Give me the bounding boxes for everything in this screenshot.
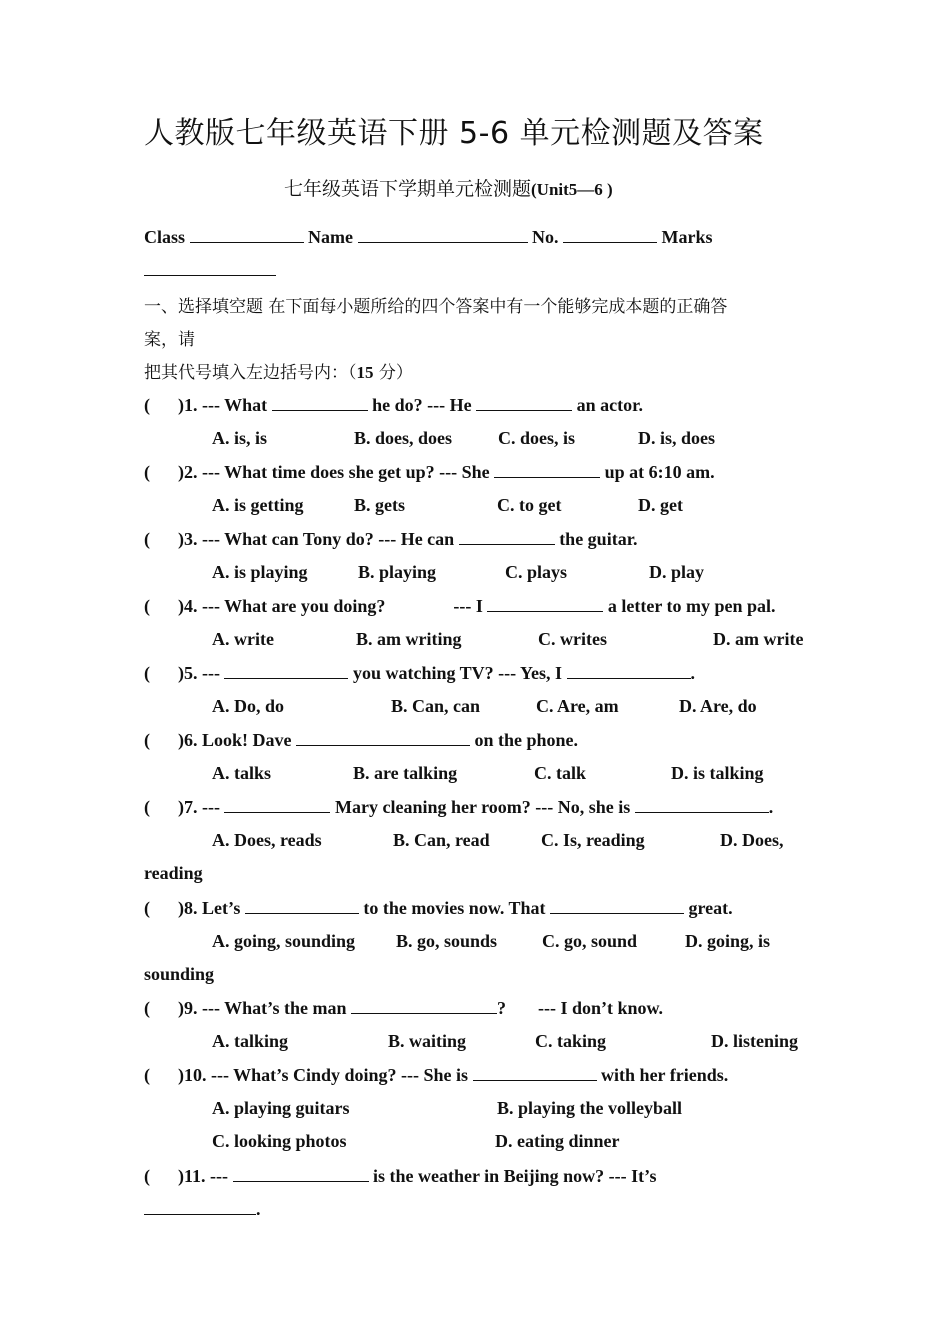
option-b[interactable]: B. Can, can [391,696,481,716]
option-d-wrap: sounding [144,964,215,984]
option-a[interactable]: A. is, is [212,428,268,448]
class-label: Class [144,227,186,247]
option-a[interactable]: A. Does, reads [212,830,322,850]
answer-blank[interactable] [487,595,603,612]
option-a[interactable]: A. going, sounding [212,931,356,951]
question-9: ( )9. --- What’s the man ? --- I don’t know. [144,998,664,1018]
option-d[interactable]: D. play [649,562,705,582]
answer-blank[interactable] [245,897,359,914]
subtitle-unit: (Unit5—6 ) [531,180,613,199]
name-blank[interactable] [358,226,528,243]
option-a[interactable]: A. is getting [212,495,304,515]
option-c[interactable]: C. taking [535,1031,607,1051]
section-instructions-2: 案，请 [144,330,195,350]
option-b[interactable]: B. am writing [356,629,462,649]
question-11-continued: . [144,1198,261,1220]
question-1: ( )1. --- What he do? --- He an actor. [144,395,643,415]
marks-blank-line [144,259,276,281]
answer-blank[interactable] [296,729,470,746]
answer-blank[interactable] [224,796,330,813]
option-b[interactable]: B. Can, read [393,830,490,850]
question-7: ( )7. --- Mary cleaning her room? --- No, she is . [144,797,774,817]
answer-blank[interactable] [567,662,691,679]
question-10: ( )10. --- What’s Cindy doing? --- She is with her friends. [144,1065,729,1085]
option-c[interactable]: C. Are, am [536,696,619,716]
option-b[interactable]: B. waiting [388,1031,467,1051]
answer-blank[interactable] [351,997,497,1014]
answer-blank[interactable] [635,796,769,813]
instr-text: 把其代号填入左边括号内：（ [144,363,357,383]
option-c[interactable]: C. go, sound [542,931,638,951]
answer-blank[interactable] [224,662,348,679]
answer-blank[interactable] [550,897,684,914]
student-info-line [144,226,713,248]
option-d[interactable]: D. Are, do [679,696,757,716]
option-c[interactable]: C. talk [534,763,587,783]
name-label: Name [308,227,353,247]
option-d[interactable]: D. is talking [671,763,764,783]
option-d[interactable]: D. is, does [638,428,716,448]
section-instructions-3 [144,358,413,383]
option-b[interactable]: B. go, sounds [396,931,498,951]
question-6: ( )6. Look! Dave on the phone. [144,730,579,750]
subtitle-chinese: 七年级英语下学期单元检测题 [284,178,532,200]
option-c[interactable]: C. to get [497,495,562,515]
answer-blank[interactable] [476,394,572,411]
option-a[interactable]: A. playing guitars [212,1098,350,1118]
option-b[interactable]: B. gets [354,495,405,515]
number-label: No. [532,227,559,247]
instr-text-end: 分） [373,363,413,383]
option-d[interactable]: D. going, is [685,931,771,951]
question-11: ( )11. --- is the weather in Beijing now? --- It’s [144,1166,657,1186]
option-d-wrap: reading [144,863,203,883]
option-a[interactable]: A. talking [212,1031,289,1051]
option-c[interactable]: C. does, is [498,428,576,448]
option-b[interactable]: B. playing the volleyball [497,1098,683,1118]
option-c[interactable]: C. plays [505,562,568,582]
question-3: ( )3. --- What can Tony do? --- He can the guitar. [144,529,638,549]
option-b[interactable]: B. playing [358,562,437,582]
option-a[interactable]: A. is playing [212,562,308,582]
instr-points: 15 [356,363,374,382]
marks-label: Marks [661,227,713,247]
answer-blank[interactable] [494,461,600,478]
answer-blank[interactable] [272,394,368,411]
option-d[interactable]: D. listening [711,1031,799,1051]
class-blank[interactable] [190,226,304,243]
option-a[interactable]: A. write [212,629,274,649]
number-blank[interactable] [563,226,657,243]
test-subtitle [284,174,613,201]
section-instructions-1: 一、选择填空题 在下面每小题所给的四个答案中有一个能够完成本题的正确答 [144,297,728,317]
option-c[interactable]: C. writes [538,629,607,649]
option-a[interactable]: A. Do, do [212,696,285,716]
question-2: ( )2. --- What time does she get up? --- She up at 6:10 am. [144,462,715,482]
marks-blank[interactable] [144,259,276,276]
question-8: ( )8. Let’s to the movies now. That great. [144,898,733,918]
document-title: 人教版七年级英语下册 5-6 单元检测题及答案 [144,116,764,151]
question-5: ( )5. --- you watching TV? --- Yes, I . [144,663,695,683]
option-c[interactable]: C. Is, reading [541,830,645,850]
option-b[interactable]: B. does, does [354,428,453,448]
option-d[interactable]: D. get [638,495,683,515]
option-d[interactable]: D. eating dinner [495,1131,620,1151]
option-d[interactable]: D. am write [713,629,804,649]
question-4: ( )4. --- What are you doing? --- I a letter to my pen pal. [144,596,776,616]
option-a[interactable]: A. talks [212,763,272,783]
answer-blank[interactable] [473,1064,597,1081]
answer-blank[interactable] [459,528,555,545]
option-b[interactable]: B. are talking [353,763,458,783]
option-c[interactable]: C. looking photos [212,1131,347,1151]
answer-blank[interactable] [233,1165,369,1182]
answer-blank[interactable] [144,1198,256,1215]
option-d[interactable]: D. Does, [720,830,784,850]
